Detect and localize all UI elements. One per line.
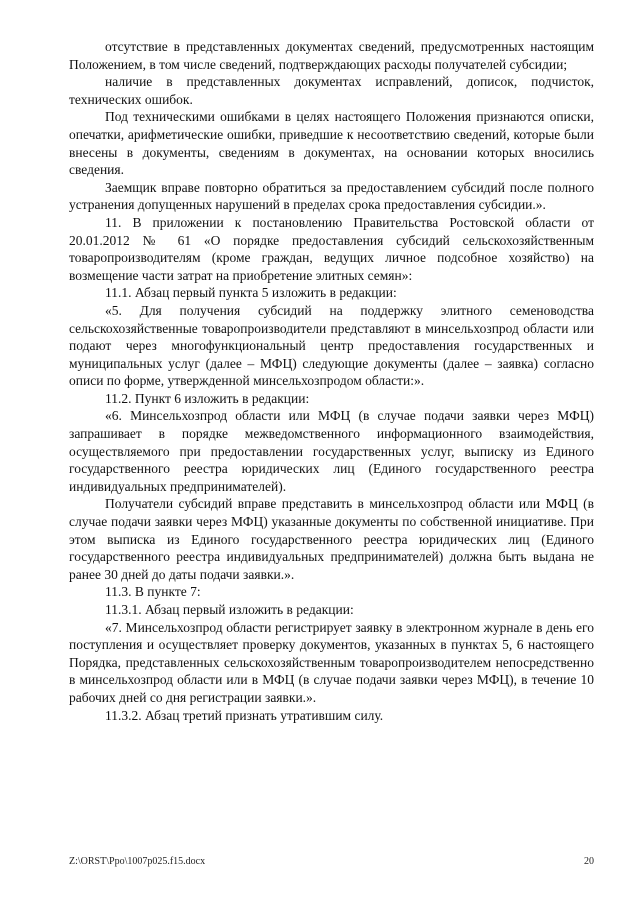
paragraph-4: Заемщик вправе повторно обратиться за предоставлением субсидий после полного устранения допущенных нарушений в пределах срока предоставления субсидии.». bbox=[69, 179, 594, 213]
paragraph-8: 11.2. Пункт 6 изложить в редакции: bbox=[105, 390, 310, 406]
paragraph-3: Под техническими ошибками в целях настоящего Положения признаются описки, опечатки, арифметические ошибки, приведшие к несоответствию сведений, которые были внесены в документы, сведениям в документах, на основании которых вносились сведения. bbox=[69, 109, 594, 178]
paragraph-5: 11. В приложении к постановлению Правительства Ростовской области от 20.01.2012 № 61 «О порядке предоставления субсидий сельскохозяйственным товаропроизводителям (кроме граждан, ведущих личное подсобное хозяйство) на возмещение части затрат на приобретение элитных семян»: bbox=[69, 214, 594, 283]
paragraph-7: «5. Для получения субсидий на поддержку элитного семеноводства сельскохозяйственные товаропроизводители представляют в минсельхозпрод области или подают через многофункциональный центр предоставления государственных и муниципальных услуг (далее – МФЦ) следующие документы (далее – заявка) согласно описи по форме, утвержденной минсельхозпродом области:». bbox=[69, 302, 594, 389]
paragraph-13: «7. Минсельхозпрод области регистрирует заявку в электронном журнале в день его поступления и осуществляет проверку документов, указанных в пунктах 5, 6 настоящего Порядка, представленных сельскохозяйственным товаропроизводителем непосредственно в минсельхозпрод области или в МФЦ (в случае подачи заявки через МФЦ), в течение 10 рабочих дней со дня регистрации заявки.». bbox=[69, 619, 594, 705]
page-number: 20 bbox=[584, 856, 594, 867]
paragraph-9: «6. Минсельхозпрод области или МФЦ (в случае подачи заявки через МФЦ) запрашивает в порядке межведомственного информационного взаимодействия, осуществляемого при предоставлении государственных услуг, выписку из Единого государственного реестра юридических лиц (Единого государственного реестра индивидуальных предпринимателей). bbox=[69, 408, 594, 494]
document-body bbox=[69, 38, 594, 724]
paragraph-1: отсутствие в представленных документах сведений, предусмотренных настоящим Положением, в том числе сведений, подтверждающих расходы получателей субсидии; bbox=[69, 39, 594, 72]
paragraph-10: Получатели субсидий вправе представить в минсельхозпрод области или МФЦ (в случае подачи заявки через МФЦ) указанные документы по собственной инициативе. При этом выписка из Единого государственного реестра юридических лиц (Единого государственного реестра индивидуальных предпринимателей) должна быть выдана не ранее 30 дней до даты подачи заявки.». bbox=[69, 496, 594, 582]
paragraph-12: 11.3.1. Абзац первый изложить в редакции: bbox=[105, 602, 354, 617]
paragraph-14: 11.3.2. Абзац третий признать утратившим силу. bbox=[105, 707, 384, 723]
paragraph-11: 11.3. В пункте 7: bbox=[105, 584, 201, 600]
paragraph-6: 11.1. Абзац первый пункта 5 изложить в редакции: bbox=[105, 285, 397, 301]
paragraph-2: наличие в представленных документах исправлений, дописок, подчисток, технических ошибок. bbox=[69, 74, 594, 107]
footer-file-path: Z:\ORST\Ppo\1007p025.f15.docx bbox=[69, 856, 206, 867]
